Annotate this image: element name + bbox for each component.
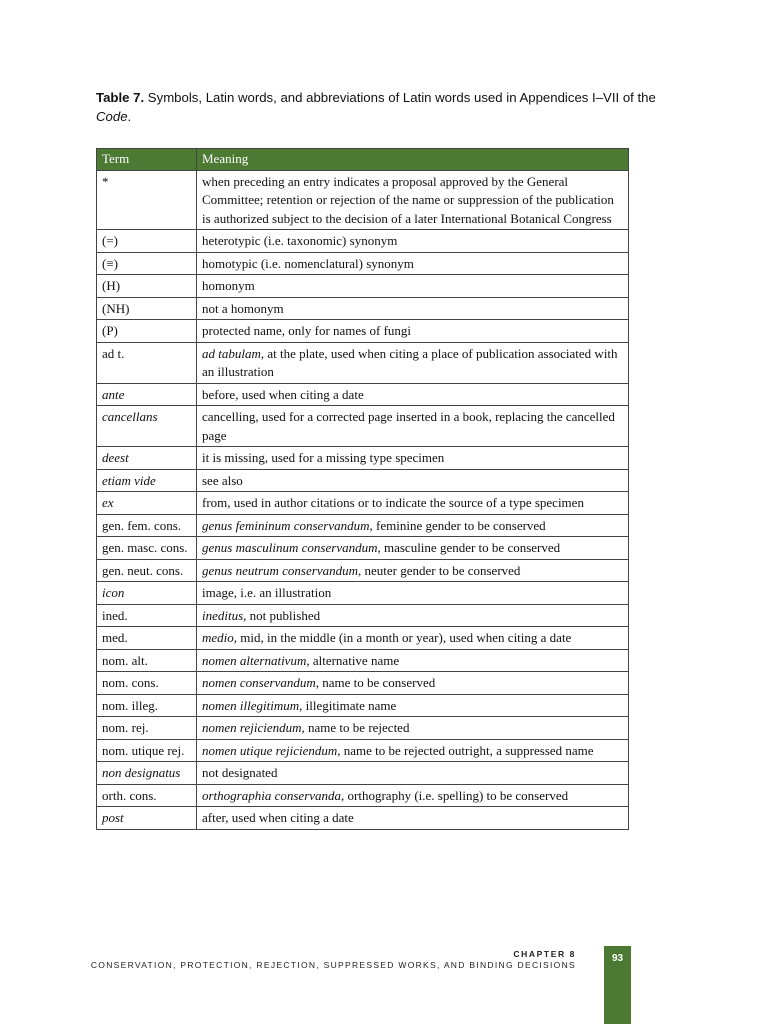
meaning-text: after, used when citing a date [202,810,354,825]
meaning-latin-term: ineditus [202,607,244,623]
meaning-latin-term: genus femininum conservandum [202,517,370,533]
meaning-text: homotypic (i.e. nomenclatural) synonym [202,255,414,271]
meaning-text: protected name, only for names of fungi [202,323,412,338]
meaning-text: , name to be conserved [315,675,436,690]
meaning-cell [197,739,629,762]
meaning-latin-term: nomen utique rejiciendum [202,742,338,758]
table-header-row [97,149,629,171]
page-number-tab [604,946,631,1024]
term-cell: nom. utique rej. [97,739,197,762]
meaning-text: it is missing, used for a missing type specimen [202,450,445,465]
meaning-text: heterotypic (i.e. taxonomic) synonym [202,233,398,248]
table-row [97,275,629,298]
table-row [97,170,629,230]
footer-chapter-title: CONSERVATION, PROTECTION, REJECTION, SUPPRESSED WORKS, AND BINDING DECISIONS [90,960,576,970]
term-cell: ex [97,492,197,515]
table-body [97,170,629,829]
footer-chapter: CHAPTER 8 [513,949,576,959]
term-cell: deest [97,447,197,470]
table-row [97,739,629,762]
table-row [97,297,629,320]
meaning-text: , neuter gender to be conserved [357,562,521,578]
meaning-cell [197,762,629,785]
table-row [97,672,629,695]
meaning-cell [197,672,629,695]
table-row [97,342,629,383]
header-meaning: Meaning [197,149,629,171]
meaning-text: when preceding an entry indicates a proposal approved by the General Committee; retention or rejection of the name or suppression of the publication is authorized subject to the decision of a later International Botanical Congress [202,173,614,226]
meaning-text: , alternative name [306,652,400,668]
term-cell: post [97,807,197,830]
table-row [97,784,629,807]
meaning-latin-term: orthographia conservanda [202,787,342,803]
meaning-cell [197,514,629,537]
table-row [97,447,629,470]
page-number: 93 [611,953,624,964]
term-cell: non designatus [97,762,197,785]
table-row [97,383,629,406]
meaning-text: not designated [202,765,278,780]
meaning-text: , at the plate, used when citing a place of publication associated with an illustration [202,345,618,379]
meaning-text: see also [202,472,243,488]
meaning-cell [197,469,629,492]
meaning-text: before, used when citing a date [202,386,364,402]
meaning-text: , orthography (i.e. spelling) to be conserved [341,787,569,803]
term-cell: gen. masc. cons. [97,537,197,560]
term-cell: etiam vide [97,469,197,492]
term-cell: (H) [97,275,197,298]
term-cell: * [97,170,197,230]
table-row [97,717,629,740]
meaning-cell [197,170,629,230]
term-cell: nom. illeg. [97,694,197,717]
meaning-text: cancelling, used for a corrected page inserted in a book, replacing the cancelled page [202,409,615,443]
meaning-cell [197,406,629,447]
meaning-cell [197,559,629,582]
meaning-text: homonym [202,278,255,293]
caption-label: Table 7. [96,90,145,105]
meaning-cell [197,784,629,807]
meaning-cell [197,537,629,560]
meaning-cell [197,230,629,253]
meaning-latin-term: ad tabulam [202,345,261,361]
meaning-text: , masculine gender to be conserved [377,540,561,555]
table-row [97,694,629,717]
term-cell: nom. alt. [97,649,197,672]
meaning-text: , name to be rejected outright, a suppressed name [337,742,594,758]
caption-text: Symbols, Latin words, and abbreviations of Latin words used in Appendices I–VII of the [144,90,656,105]
table-row [97,252,629,275]
meaning-text: , mid, in the middle (in a month or year), used when citing a date [233,630,572,645]
table-row [97,582,629,605]
meaning-cell [197,252,629,275]
caption-end: . [127,109,132,124]
meaning-cell [197,297,629,320]
meaning-latin-term: nomen alternativum [202,652,307,668]
term-cell: nom. rej. [97,717,197,740]
table-row [97,627,629,650]
meaning-cell [197,582,629,605]
term-cell: orth. cons. [97,784,197,807]
table-caption [96,88,656,126]
terms-table [96,148,629,830]
meaning-latin-term: genus masculinum conservandum [202,540,378,555]
meaning-cell [197,807,629,830]
table-row [97,649,629,672]
meaning-cell [197,649,629,672]
meaning-cell [197,492,629,515]
meaning-text: , feminine gender to be conserved [369,517,546,533]
table-row [97,514,629,537]
meaning-cell [197,627,629,650]
term-cell: (≡) [97,252,197,275]
table-row [97,537,629,560]
header-term: Term [97,149,197,171]
term-cell: (NH) [97,297,197,320]
term-cell: cancellans [97,406,197,447]
table-row [97,492,629,515]
meaning-text: , not published [243,607,321,623]
table-row [97,559,629,582]
term-cell: (=) [97,230,197,253]
meaning-cell [197,342,629,383]
table-row [97,406,629,447]
term-cell: nom. cons. [97,672,197,695]
caption-code-word: Code [96,109,128,124]
meaning-latin-term: genus neutrum conservandum [202,562,358,578]
term-cell: (P) [97,320,197,343]
term-cell: ad t. [97,342,197,383]
meaning-cell [197,320,629,343]
term-cell: icon [97,582,197,605]
meaning-text: , name to be rejected [301,720,410,735]
meaning-cell [197,275,629,298]
term-cell: ante [97,383,197,406]
table-row [97,604,629,627]
meaning-cell [197,717,629,740]
meaning-latin-term: medio [202,630,234,645]
meaning-cell [197,383,629,406]
term-cell: med. [97,627,197,650]
meaning-cell [197,604,629,627]
meaning-cell [197,694,629,717]
table-row [97,762,629,785]
meaning-text: not a homonym [202,300,284,316]
term-cell: gen. fem. cons. [97,514,197,537]
meaning-text: image, i.e. an illustration [202,585,332,600]
table-row [97,320,629,343]
meaning-text: , illegitimate name [299,697,397,713]
term-cell: gen. neut. cons. [97,559,197,582]
meaning-text: from, used in author citations or to indicate the source of a type specimen [202,495,584,510]
table-row [97,807,629,830]
table-row [97,230,629,253]
table-row [97,469,629,492]
meaning-latin-term: nomen illegitimum [202,697,300,713]
meaning-cell [197,447,629,470]
meaning-latin-term: nomen rejiciendum [202,720,302,735]
term-cell: ined. [97,604,197,627]
meaning-latin-term: nomen conservandum [202,675,316,690]
